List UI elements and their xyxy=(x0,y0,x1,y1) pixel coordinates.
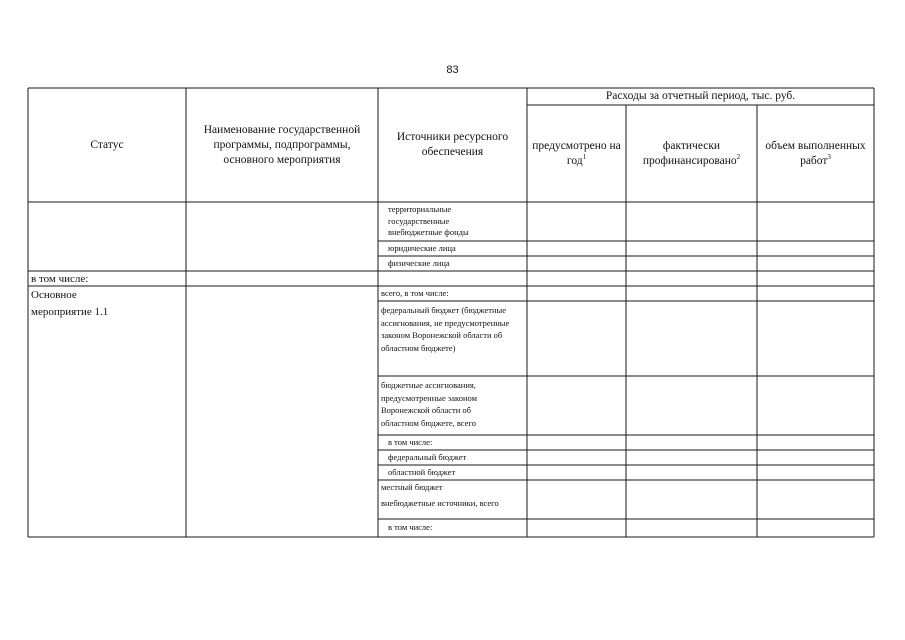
header-status: Статус xyxy=(90,138,124,151)
expenses-table xyxy=(28,88,874,537)
activity-status: Основное мероприятие 1.1 xyxy=(31,289,109,318)
source-local-budget: местный бюджет xyxy=(381,481,443,492)
page-number: 83 xyxy=(446,64,459,76)
source-regional-budget: областной бюджет xyxy=(388,466,456,477)
source-extrabudgetary-total: внебюджетные источники, всего xyxy=(381,498,499,508)
header-name: Наименование государственной программы, подпрограммы, основного мероприятия xyxy=(203,123,361,166)
header-financed: фактически профинансировано$^2$ xyxy=(642,139,741,167)
header-works: объем выполненных работ$^3$ xyxy=(765,139,866,167)
source-individuals: физические лица xyxy=(388,257,450,268)
source-total-including: всего, в том числе: xyxy=(381,287,449,298)
including-label: в том числе: xyxy=(31,272,89,285)
header-expenses-group: Расходы за отчетный период, тыс. руб. xyxy=(605,90,796,102)
source-legal-entities: юридические лица xyxy=(388,242,456,253)
source-federal-budget: федеральный бюджет xyxy=(388,451,467,462)
source-budget-assignments-total: бюджетные ассигнования, предусмотренные законом Воронежской области об областном бюджете, всего xyxy=(381,380,477,428)
source-territorial-funds: территориальные государственные внебюджетные фонды xyxy=(388,204,469,237)
source-federal-budget-assignments: федеральный бюджет (бюджетные ассигнования, не предусмотренные законом Воронежской области об областном бюджете) xyxy=(381,305,510,353)
header-sources: Источники ресурсного обеспечения xyxy=(396,131,509,158)
source-including-2: в том числе: xyxy=(388,436,433,447)
header-planned: предусмотрено на год$^1$ xyxy=(532,139,621,167)
source-including-3: в том числе: xyxy=(388,522,433,533)
